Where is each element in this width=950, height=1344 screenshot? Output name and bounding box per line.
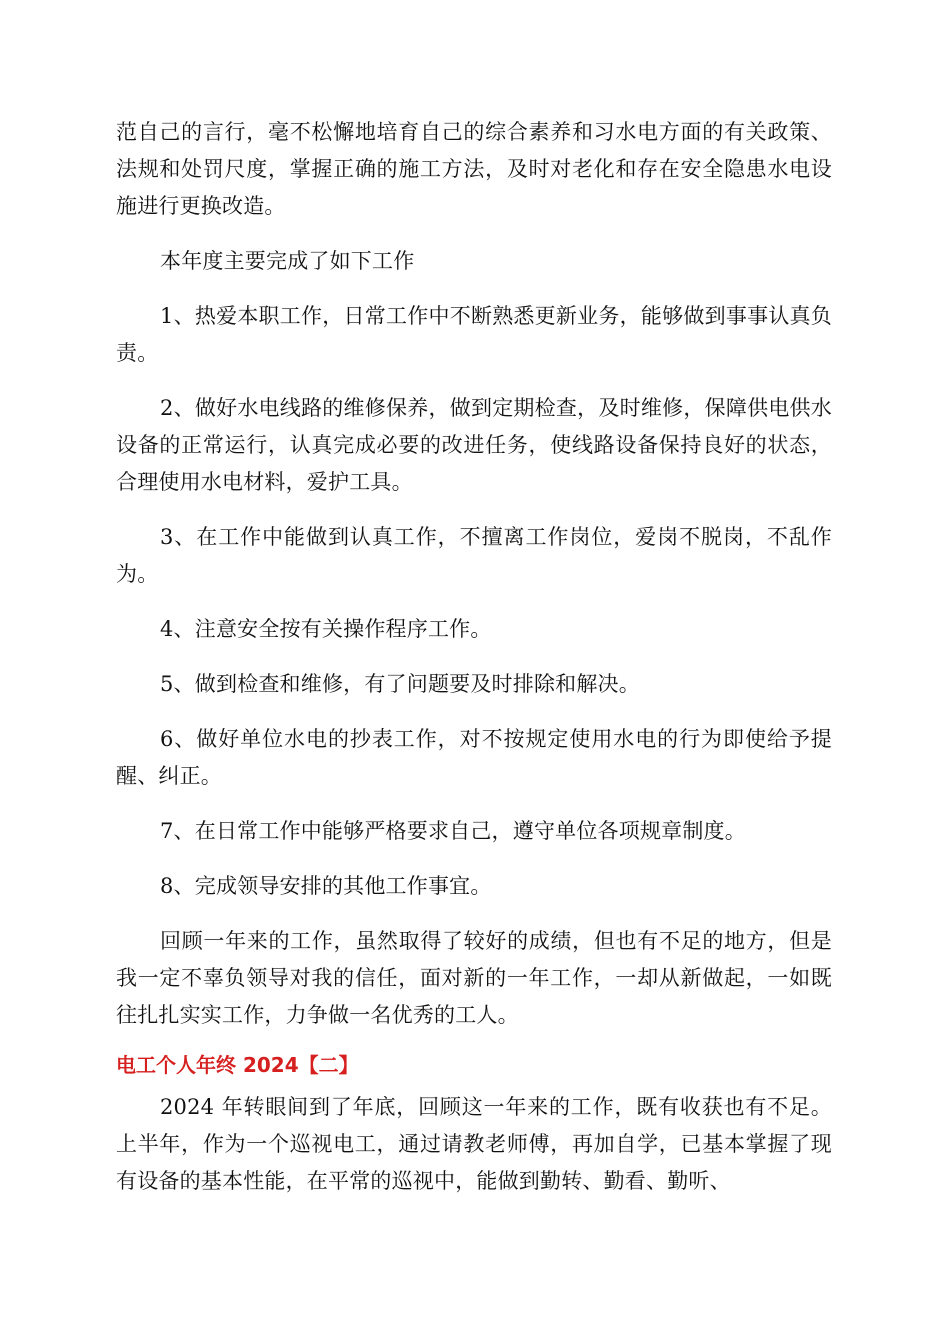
paragraph-intro: 范自己的言行，毫不松懈地培育自己的综合素养和习水电方面的有关政策、法规和处罚尺度，掌握正确的施工方法，及时对老化和存在安全隐患水电设施进行更换改造。 <box>116 120 832 218</box>
document-body <box>116 114 832 1200</box>
list-item-5: 5、做到检查和维修，有了问题要及时排除和解决。 <box>160 672 640 696</box>
list-item-2: 2、做好水电线路的维修保养，做到定期检查，及时维修，保障供电供水设备的正常运行，认真完成必要的改进任务，使线路设备保持良好的状态，合理使用水电材料，爱护工具。 <box>116 396 832 494</box>
list-item-1: 1、热爱本职工作，日常工作中不断熟悉更新业务，能够做到事事认真负责。 <box>116 304 832 365</box>
list-item-7: 7、在日常工作中能够严格要求自己，遵守单位各项规章制度。 <box>160 819 746 843</box>
paragraph-summary-title: 本年度主要完成了如下工作 <box>160 249 415 273</box>
section-paragraph: 2024 年转眼间到了年底，回顾这一年来的工作，既有收获也有不足。上半年，作为一个巡视电工，通过请教老师傅，再加自学，已基本掌握了现有设备的基本性能，在平常的巡视中，能做到勤转、勤看、勤听、 <box>116 1095 832 1193</box>
list-item-6: 6、做好单位水电的抄表工作，对不按规定使用水电的行为即使给予提醒、纠正。 <box>116 727 832 788</box>
list-item-8: 8、完成领导安排的其他工作事宜。 <box>160 874 492 898</box>
section-heading: 电工个人年终 2024【二】 <box>116 1053 359 1077</box>
list-item-3: 3、在工作中能做到认真工作，不擅离工作岗位，爱岗不脱岗，不乱作为。 <box>116 525 832 586</box>
paragraph-review: 回顾一年来的工作，虽然取得了较好的成绩，但也有不足的地方，但是我一定不辜负领导对我的信任，面对新的一年工作，一却从新做起，一如既往扎扎实实工作，力争做一名优秀的工人。 <box>116 929 832 1027</box>
list-item-4: 4、注意安全按有关操作程序工作。 <box>160 617 492 641</box>
